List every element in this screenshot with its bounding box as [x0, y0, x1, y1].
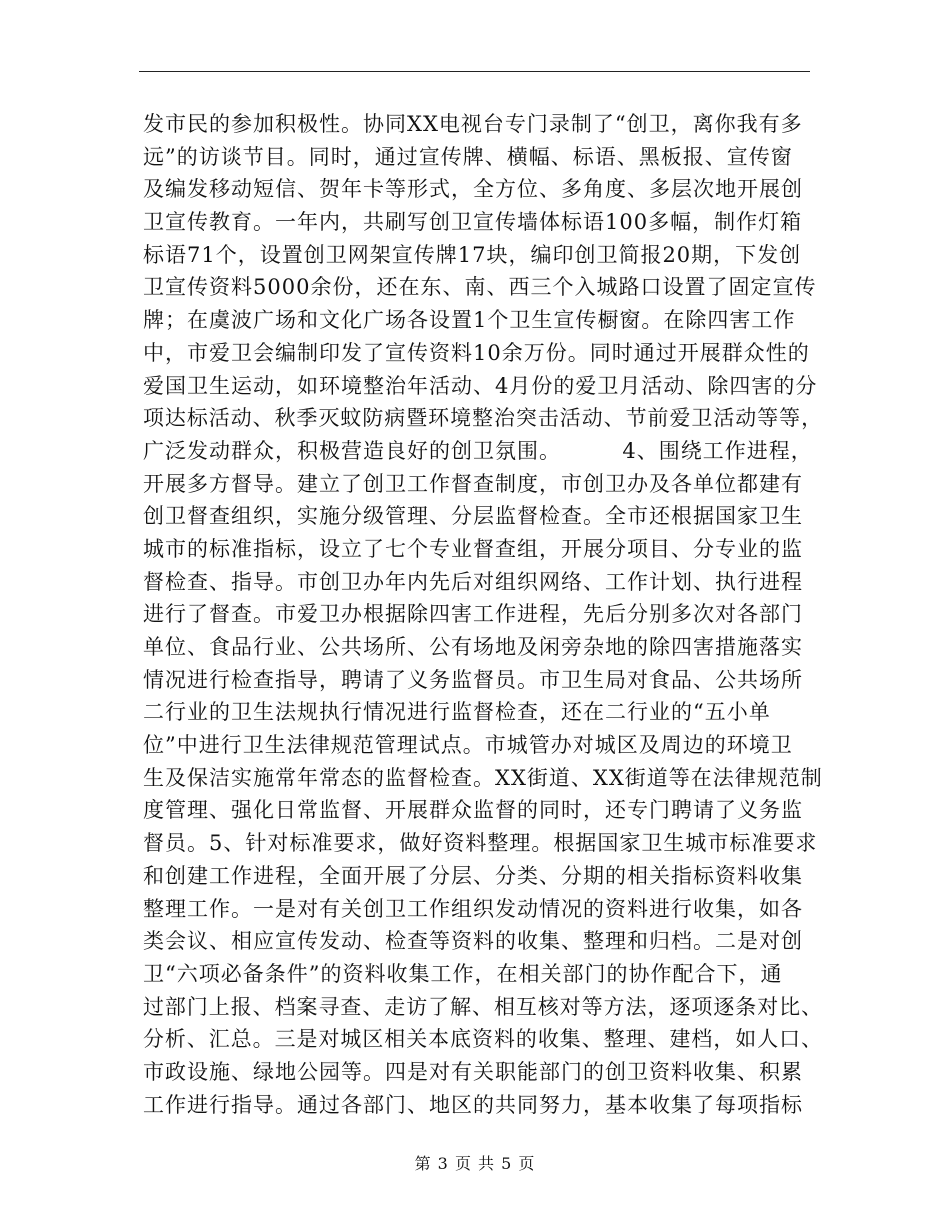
body-line: 中，市爱卫会编制印发了宣传资料10余万份。同时通过开展群众性的	[143, 340, 810, 365]
body-line: 爱国卫生运动，如环境整治年活动、4月份的爱卫月活动、除四害的分	[143, 373, 818, 398]
body-line: 分析、汇总。三是对城区相关本底资料的收集、整理、建档，如人口、	[143, 1027, 824, 1052]
body-line: 督员。5、针对标准要求，做好资料整理。根据国家卫生城市标准要求	[143, 831, 818, 856]
body-line: 项达标活动、秋季灭蚊防病暨环境整治突击活动、节前爱卫活动等等，	[143, 406, 824, 431]
body-line: 卫“六项必备条件”的资料收集工作，在相关部门的协作配合下，通	[143, 961, 783, 986]
body-line: 二行业的卫生法规执行情况进行监督检查，还在二行业的“五小单	[143, 700, 771, 725]
header-rule	[139, 71, 810, 72]
body-line: 工作进行指导。通过各部门、地区的共同努力，基本收集了每项指标	[143, 1092, 803, 1117]
body-line: 创卫督查组织，实施分级管理、分层监督检查。全市还根据国家卫生	[143, 504, 803, 529]
body-line: 情况进行检查指导，聘请了义务监督员。市卫生局对食品、公共场所	[143, 667, 803, 692]
body-line: 类会议、相应宣传发动、检查等资料的收集、整理和归档。二是对创	[143, 929, 803, 954]
body-line: 过部门上报、档案寻查、走访了解、相互核对等方法，逐项逐条对比、	[143, 994, 824, 1019]
body-line: 发市民的参加积极性。协同XX电视台专门录制了“创卫，离你我有多	[143, 112, 803, 136]
body-line: 督检查、指导。市创卫办年内先后对组织网络、工作计划、执行进程	[143, 569, 803, 594]
body-line: 卫宣传资料5000余份，还在东、南、西三个入城路口设置了固定宣传	[143, 275, 817, 300]
body-line: 城市的标准指标，设立了七个专业督查组，开展分项目、分专业的监	[143, 536, 803, 561]
body-line: 广泛发动群众，积极营造良好的创卫氛围。 4、围绕工作进程，	[143, 438, 813, 463]
body-line: 卫宣传教育。一年内，共刷写创卫宣传墙体标语100多幅，制作灯箱	[143, 210, 803, 235]
body-line: 生及保洁实施常年常态的监督检查。XX街道、XX街道等在法律规范制	[143, 765, 823, 790]
page-number-footer: 第 3 页 共 5 页	[414, 1154, 536, 1173]
body-line: 及编发移动短信、贺年卡等形式，全方位、多角度、多层次地开展创	[143, 177, 803, 202]
body-line: 位”中进行卫生法律规范管理试点。市城管办对城区及周边的环境卫	[143, 733, 793, 758]
body-line: 单位、食品行业、公共场所、公有场地及闲旁杂地的除四害措施落实	[143, 635, 803, 659]
body-line: 标语71个，设置创卫网架宣传牌17块，编印创卫简报20期，下发创	[143, 242, 802, 267]
body-line: 开展多方督导。建立了创卫工作督查制度，市创卫办及各单位都建有	[143, 471, 803, 496]
body-line: 和创建工作进程，全面开展了分层、分类、分期的相关指标资料收集	[143, 863, 803, 888]
body-line: 整理工作。一是对有关创卫工作组织发动情况的资料进行收集，如各	[143, 896, 803, 921]
body-text	[143, 108, 823, 1121]
body-line: 进行了督查。市爱卫办根据除四害工作进程，先后分别多次对各部门	[143, 602, 803, 627]
body-line: 度管理、强化日常监督、开展群众监督的同时，还专门聘请了义务监	[143, 798, 803, 823]
body-line: 牌；在虞波广场和文化广场各设置1个卫生宣传橱窗。在除四害工作	[143, 308, 796, 333]
body-line: 远”的访谈节目。同时，通过宣传牌、横幅、标语、黑板报、宣传窗	[143, 144, 793, 169]
body-line: 市政设施、绿地公园等。四是对有关职能部门的创卫资料收集、积累	[143, 1059, 803, 1084]
